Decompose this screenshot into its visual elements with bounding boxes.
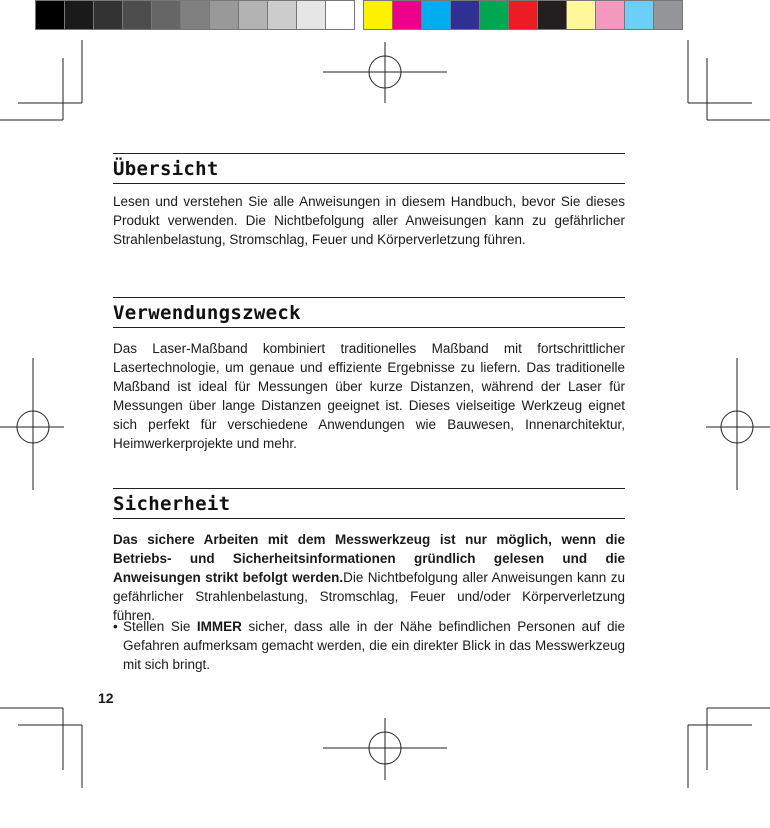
section-title-overview: Übersicht xyxy=(113,158,219,180)
bullet-text xyxy=(123,617,625,674)
safety-bold-intro: Das sichere Arbeiten mit dem Messwerkzeug ist nur möglich, wenn die Betriebs- und Sicherheitsinformationen gründlich gelesen und die Anweisungen strikt befolgt werden. xyxy=(113,532,625,585)
overview-paragraph: Lesen und verstehen Sie alle Anweisungen in diesem Handbuch, bevor Sie dieses Produkt verwenden. Die Nichtbefolgung aller Anweisungen kann zu gefährlicher Strahlenbelastung, Stromschlag, Feuer und Körperverletzung führen. xyxy=(113,194,625,247)
bullet-icon: • xyxy=(113,619,118,634)
bullet-text-pre: Stellen Sie xyxy=(123,619,197,634)
intended-use-paragraph: Das Laser-Maßband kombiniert traditionelles Maßband mit fortschrittlicher Lasertechnologie, um genaue und effiziente Ergebnisse zu liefern. Das traditionelle Maßband ist ideal für Messungen über kurze Distanzen, während der Laser für Messungen über lange Distanzen geeignet ist. Dieses vielseitige Werkzeug eignet sich perfekt für verschiedene Anwendungen wie Bauwesen, Innenarchitektur, Heimwerkerprojekte und mehr. xyxy=(113,341,625,451)
bullet-text-emphasis: IMMER xyxy=(196,619,242,634)
safety-paragraph xyxy=(113,530,625,625)
bullet-text-post: sicher, dass alle in der Nähe befindlichen Personen auf die Gefahren aufmerksam gemacht werden, die ein direkter Blick in das Messwerkzeug mit sich bringt. xyxy=(123,619,625,672)
section-title-safety: Sicherheit xyxy=(113,493,231,515)
section-header-safety xyxy=(113,488,625,519)
page-number: 12 xyxy=(98,690,114,706)
safety-bullet-item xyxy=(113,617,625,674)
section-header-overview xyxy=(113,153,625,184)
section-title-intended-use: Verwendungszweck xyxy=(113,302,301,324)
safety-body: Die Nichtbefolgung aller Anweisungen kann zu gefährlicher Strahlenbelastung, Stromschlag, Feuer und/oder Körperverletzung führen. xyxy=(113,570,625,623)
section-header-intended-use xyxy=(113,297,625,328)
